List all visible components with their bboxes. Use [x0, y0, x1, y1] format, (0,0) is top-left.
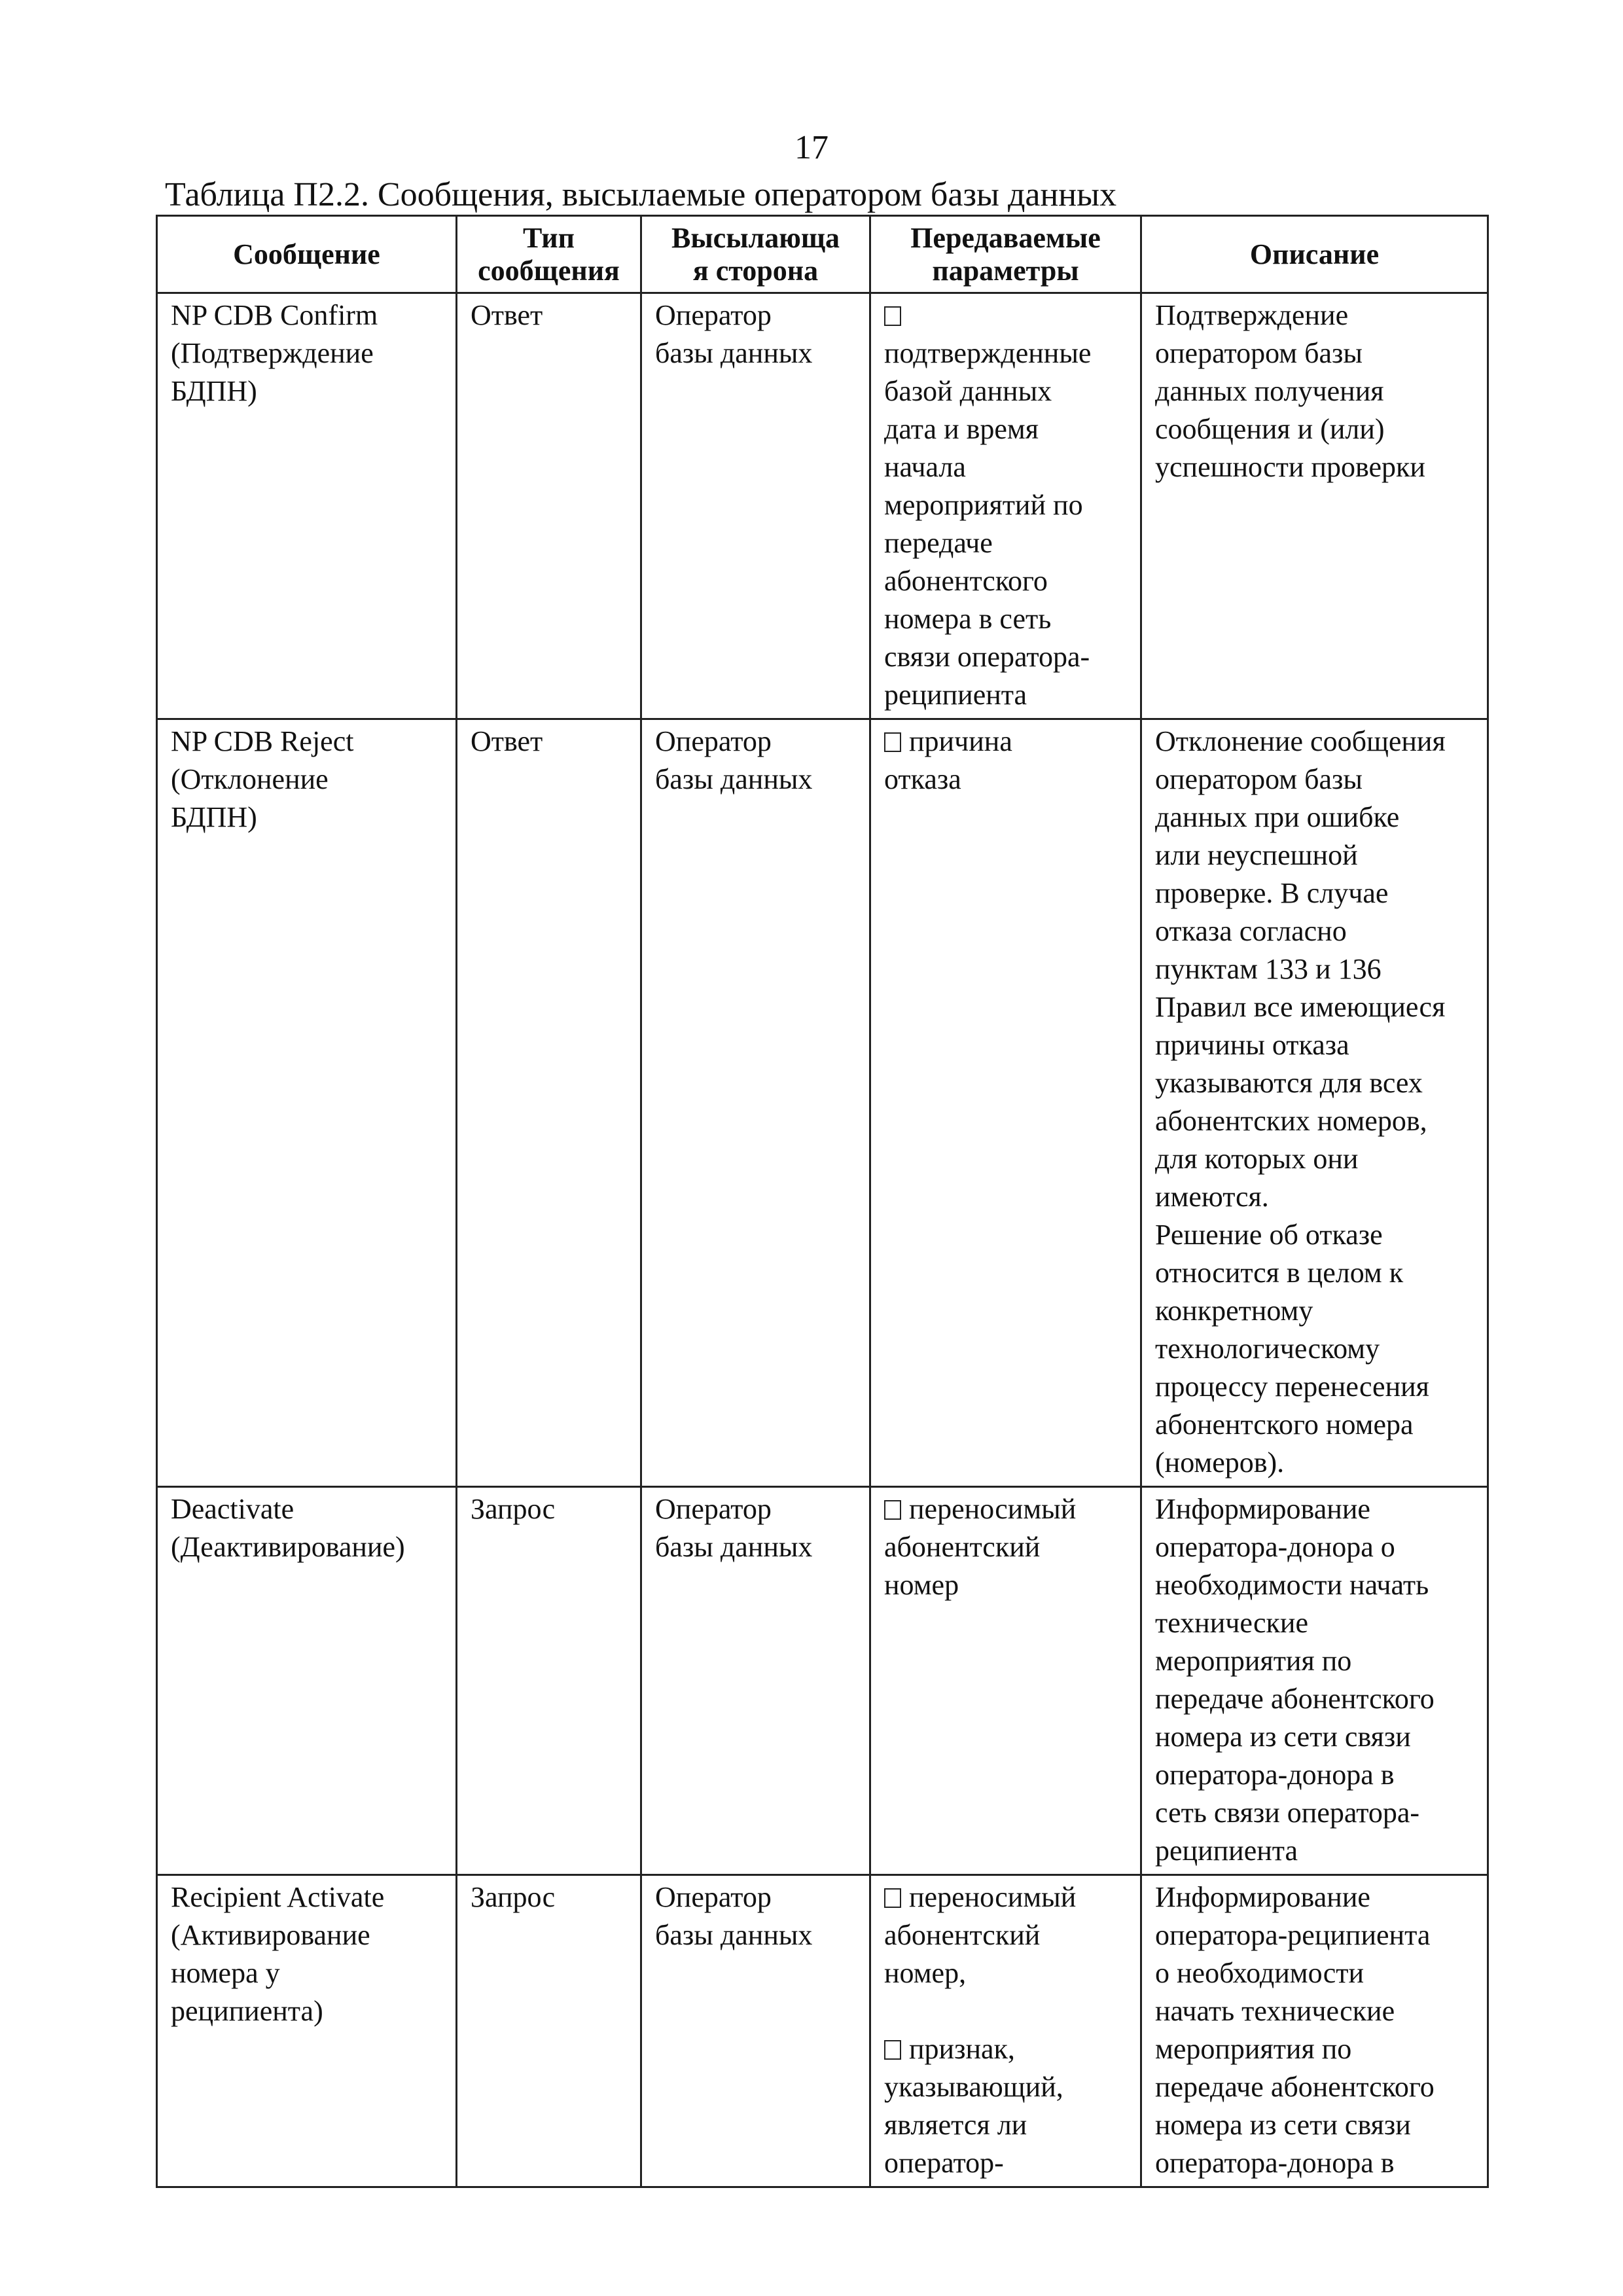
- param-item: причина отказа: [884, 725, 1012, 795]
- page-number: 17: [794, 129, 829, 166]
- table-header-row: [157, 216, 1488, 293]
- cell-message: Deactivate (Деактивирование): [157, 1487, 457, 1875]
- cell-message: Recipient Activate (Активирование номера у реципиента): [157, 1875, 457, 2187]
- header-sender: Высылающа я сторона: [641, 216, 870, 293]
- cell-description: Отклонение сообщения оператором базы данных при ошибке или неуспешной проверке. В случае отказа согласно пунктам 133 и 136 Правил все имеющиеся причины отказа указываются для всех абонентских номеров, для которых они имеются. Решение об отказе относится в целом к конкретному технологическому процессу перенесения абонентского номера (номеров).: [1141, 719, 1488, 1487]
- cell-sender: Оператор базы данных: [641, 719, 870, 1487]
- checkbox-bullet-icon: [884, 1888, 901, 1908]
- cell-params: [870, 1487, 1141, 1875]
- table-row: [157, 1875, 1488, 2187]
- header-description: Описание: [1141, 216, 1488, 293]
- cell-type: Запрос: [457, 1875, 641, 2187]
- header-type: Тип сообщения: [457, 216, 641, 293]
- cell-sender: Оператор базы данных: [641, 293, 870, 719]
- cell-type: Ответ: [457, 719, 641, 1487]
- cell-type: Запрос: [457, 1487, 641, 1875]
- table-caption: Таблица П2.2. Сообщения, высылаемые оператором базы данных: [165, 176, 1117, 213]
- checkbox-bullet-icon: [884, 2040, 901, 2060]
- param-item: переносимый абонентский номер: [884, 1493, 1077, 1601]
- cell-message: NP CDB Reject (Отклонение БДПН): [157, 719, 457, 1487]
- param-item: признак, указывающий, является ли оператор-: [884, 2033, 1063, 2179]
- cell-params: [870, 719, 1141, 1487]
- table-row: [157, 293, 1488, 719]
- cell-description: Информирование оператора-реципиента о необходимости начать технические мероприятия по передаче абонентского номера из сети связи оператора-донора в: [1141, 1875, 1488, 2187]
- cell-params: [870, 293, 1141, 719]
- cell-params: [870, 1875, 1141, 2187]
- header-params: Передаваемые параметры: [870, 216, 1141, 293]
- header-message: Сообщение: [157, 216, 457, 293]
- param-item: переносимый абонентский номер,: [884, 1881, 1077, 1989]
- messages-table: [156, 215, 1489, 2188]
- checkbox-bullet-icon: [884, 306, 901, 326]
- table-row: [157, 719, 1488, 1487]
- cell-message: NP CDB Confirm (Подтверждение БДПН): [157, 293, 457, 719]
- table-row: [157, 1487, 1488, 1875]
- param-item: подтвержденные базой данных дата и время начала мероприятий по передаче абонентского номера в сеть связи оператора- реципиента: [884, 296, 1127, 714]
- checkbox-bullet-icon: [884, 1500, 901, 1520]
- checkbox-bullet-icon: [884, 732, 901, 752]
- cell-type: Ответ: [457, 293, 641, 719]
- cell-sender: Оператор базы данных: [641, 1875, 870, 2187]
- cell-description: Информирование оператора-донора о необходимости начать технические мероприятия по передаче абонентского номера из сети связи оператора-донора в сеть связи оператора- реципиента: [1141, 1487, 1488, 1875]
- cell-sender: Оператор базы данных: [641, 1487, 870, 1875]
- cell-description: Подтверждение оператором базы данных получения сообщения и (или) успешности проверки: [1141, 293, 1488, 719]
